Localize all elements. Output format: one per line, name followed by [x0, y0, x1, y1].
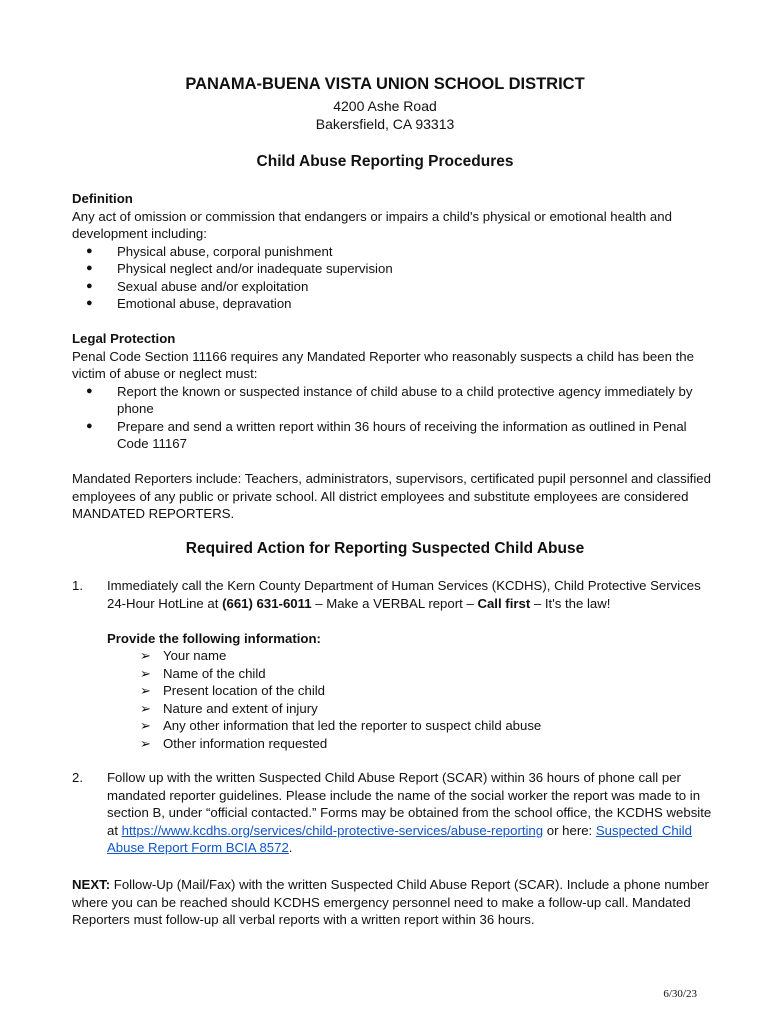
- step-2-text: Follow up with the written Suspected Child Abuse Report (SCAR) within 36 hours of phone call per mandated reporter guidelines. Please include the name of the social worker the report was made to in section B, under “official contacted.” Forms may be obtained from the school office, the KCDHS website at https://www.kcdhs.org/services/child-protective-services/abuse-reporting or here: Suspected Child Abuse Report Form BCIA 8572.: [107, 770, 712, 855]
- list-item: ● Emotional abuse, depravation: [86, 296, 292, 311]
- call-first: Call first: [477, 595, 531, 611]
- legal-section: [72, 330, 712, 523]
- legal-heading: Legal Protection: [72, 331, 176, 346]
- definition-text: Any act of omission or commission that endangers or impairs a child's physical or emotional health and development including:: [72, 208, 672, 241]
- arrow-bullet-icon: ➢: [140, 683, 152, 698]
- address-line-2: Bakersfield, CA 93313: [315, 116, 455, 132]
- bullet-icon: ●: [86, 244, 93, 257]
- arrow-bullet-icon: ➢: [140, 665, 152, 681]
- list-item: ➢ Name of the child: [140, 665, 266, 681]
- list-item: ➢ Nature and extent of injury: [140, 700, 318, 716]
- provide-heading: Provide the following information:: [107, 630, 321, 646]
- list-item: ➢ Any other information that led the reporter to suspect child abuse: [140, 718, 542, 733]
- required-action-title: Required Action for Reporting Suspected Child Abuse: [185, 540, 585, 557]
- list-item: ➢ Other information requested: [140, 735, 328, 751]
- step-1: [72, 577, 712, 752]
- definition-list: [72, 243, 712, 313]
- definition-section: [72, 190, 712, 313]
- bullet-icon: ●: [86, 419, 93, 432]
- hotline-phone: (661) 631-6011: [222, 595, 312, 611]
- bullet-icon: ●: [86, 297, 93, 309]
- arrow-bullet-icon: ➢: [140, 700, 152, 716]
- next-text: NEXT: Follow-Up (Mail/Fax) with the written Suspected Child Abuse Report (SCAR). Include a phone number where you can be reached should KCDHS emergency personnel need to make a follow-up call. Mandated Reporters must follow-up all verbal reports with a written report within 36 hours.: [72, 877, 709, 927]
- list-item: ➢ Your name: [140, 648, 227, 663]
- list-item: ● Report the known or suspected instance of child abuse to a child protective agency immediately by phone: [86, 383, 693, 416]
- bullet-icon: ●: [86, 279, 93, 292]
- next-section: [72, 876, 712, 929]
- address-line-1: 4200 Ashe Road: [333, 98, 437, 114]
- list-item: ● Prepare and send a written report within 36 hours of receiving the information as outlined in Penal Code 11167: [86, 418, 687, 451]
- step-number: 2.: [72, 770, 83, 785]
- arrow-bullet-icon: ➢: [140, 718, 152, 733]
- bullet-icon: ●: [86, 384, 93, 397]
- arrow-bullet-icon: ➢: [140, 735, 152, 751]
- kcdhs-abuse-reporting-link[interactable]: https://www.kcdhs.org/services/child-protective-services/abuse-reporting: [121, 822, 544, 838]
- step-1-text: Immediately call the Kern County Department of Human Services (KCDHS), Child Protective Services 24-Hour HotLine at (661) 631-6011 – Make a VERBAL report – Call first – It's the law!: [107, 578, 701, 611]
- step-2: [72, 769, 712, 857]
- next-label: NEXT:: [72, 877, 111, 892]
- scar-form-link[interactable]: Suspected Child Abuse Report Form BCIA 8572: [107, 822, 692, 855]
- arrow-bullet-icon: ➢: [140, 648, 152, 663]
- list-item: ➢ Present location of the child: [140, 683, 326, 698]
- mandated-reporters-text: Mandated Reporters include: Teachers, administrators, supervisors, certificated pupil personnel and classified employees of any public or private school. All district employees and substitute employees are considered MANDATED REPORTERS.: [72, 471, 711, 521]
- definition-heading: Definition: [72, 191, 133, 206]
- legal-list: [72, 383, 712, 453]
- step-number: 1.: [72, 578, 83, 593]
- district-name: PANAMA-BUENA VISTA UNION SCHOOL DISTRICT: [185, 75, 585, 93]
- list-item: ● Physical abuse, corporal punishment: [86, 243, 333, 259]
- provide-list: [107, 647, 712, 752]
- document-title: Child Abuse Reporting Procedures: [256, 153, 514, 170]
- list-item: ● Sexual abuse and/or exploitation: [86, 278, 309, 294]
- list-item: ● Physical neglect and/or inadequate supervision: [86, 261, 393, 276]
- legal-text: Penal Code Section 11166 requires any Mandated Reporter who reasonably suspects a child has been the victim of abuse or neglect must:: [72, 348, 694, 381]
- bullet-icon: ●: [86, 262, 93, 274]
- footer-date: 6/30/23: [663, 988, 697, 1000]
